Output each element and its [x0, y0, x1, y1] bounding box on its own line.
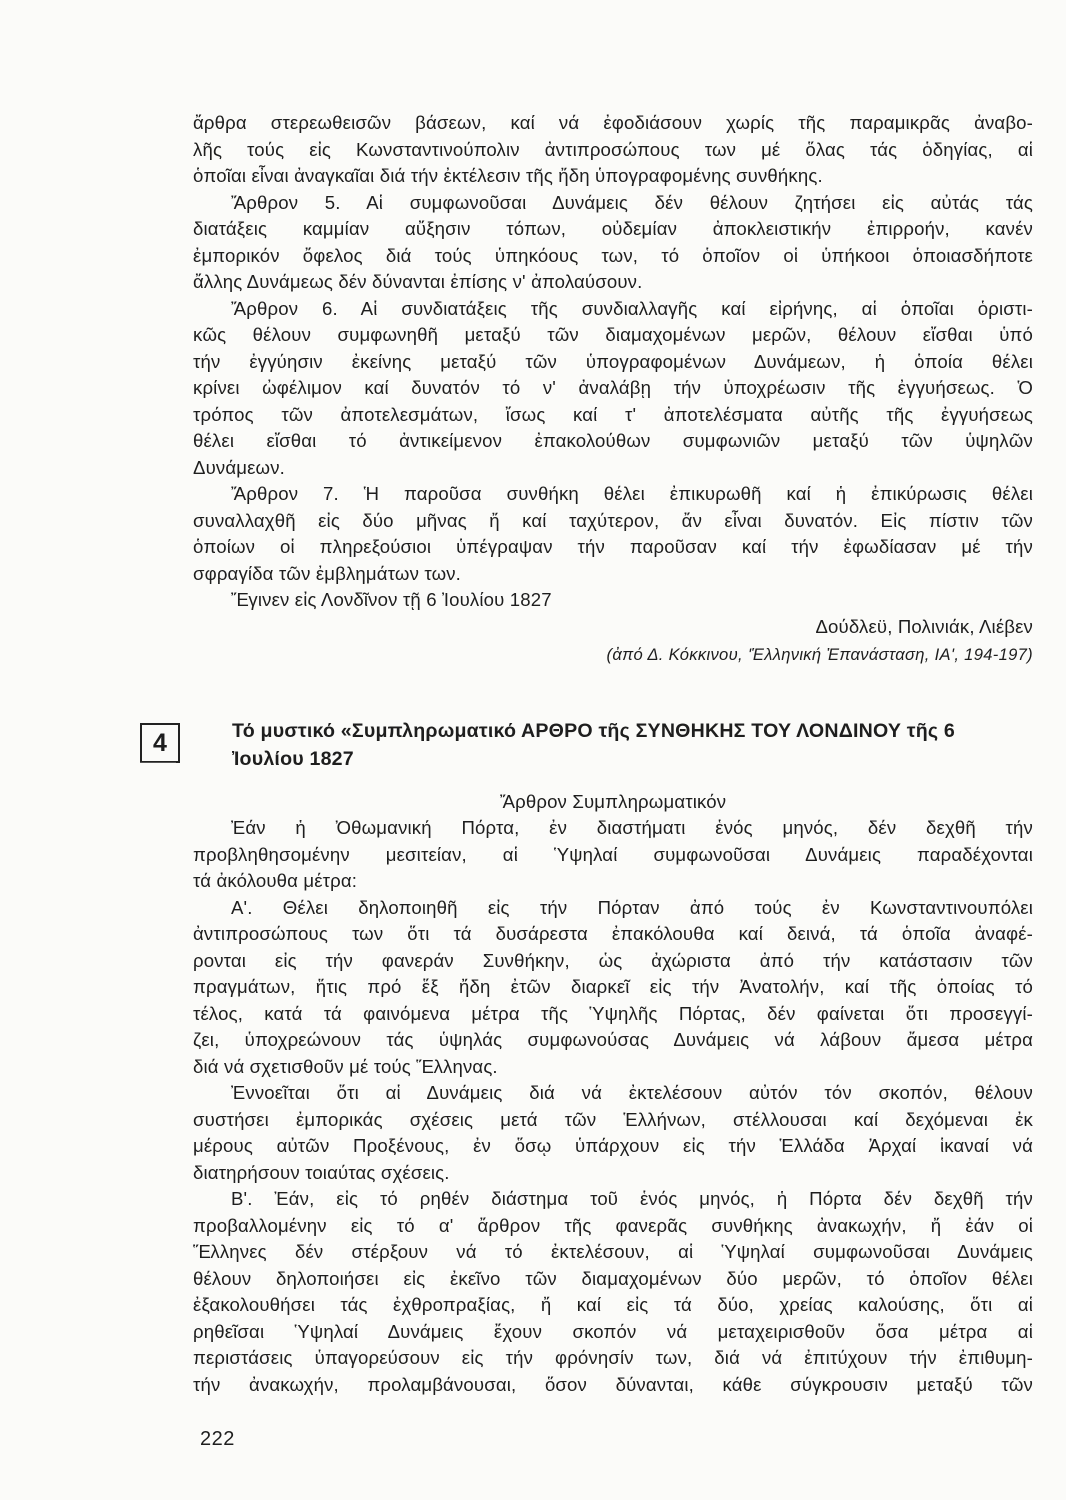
text-line: περιστάσεις ὑπαγορεύσουν εἰς τήν φρόνησίν των, διά νά ἐπιτύχουν τήν ἐπιθυμη-	[193, 1347, 1033, 1368]
section-number-underline	[140, 762, 176, 766]
text-line: σφραγίδα τῶν ἐμβλημάτων των.	[193, 562, 461, 584]
text-line: λῆς τούς εἰς Κωνσταντινούπολιν ἀντιπροσώπους των μέ ὅλας τάς ὁδηγίας, αἱ	[193, 138, 1033, 160]
text-line: τά ἀκόλουθα μέτρα:	[193, 870, 358, 891]
text-line: ζει, ὑποχρεώνουν τάς ὑψηλάς συμφωνούσας Δυνάμεις νά λάβουν ἄμεσα μέτρα	[193, 1029, 1033, 1050]
text-line: ρηθεῖσαι Ὑψηλαί Δυνάμεις ἔχουν σκοπόν νά μεταχειρισθοῦν ὅσα μέτρα αἱ	[193, 1320, 1033, 1342]
section-title-line: Τό μυστικό «Συμπληρωματικό ΑΡΘΡΟ τῆς ΣΥΝΘΗΚΗΣ ΤΟΥ ΛΟΝΔΙΝΟΥ τῆς 6	[232, 720, 956, 742]
article-6-start: Ἄρθρον 6. Αἱ συνδιατάξεις τῆς συνδιαλλαγῆς καί εἰρήνης, αἱ ὁποῖαι ὁριστι-	[231, 297, 1033, 319]
text-line: ἄλλης Δυνάμεως δέν δύνανται ἐπίσης ν' ἀπολαύσουν.	[193, 271, 643, 292]
text-line: ρονται εἰς τήν φανεράν Συνθήκην, ὡς ἀχώριστα ἀπό τήν κατάστασιν τῶν	[193, 949, 1033, 971]
text-line: προβληθησομένην μεσιτείαν, αἱ Ὑψηλαί συμφωνοῦσαι Δυνάμεις παραδέχονται	[193, 843, 1033, 865]
text-line: ὁποῖαι εἶναι ἀναγκαῖαι διά τήν ἐκτέλεσιν τῆς ἤδη ὑπογραφομένης συνθήκης.	[193, 165, 823, 186]
text-line: ἀντιπροσώπους των ὅτι τά δυσάρεστα ἐπακόλουθα καί δεινά, τά ὁποῖα ἀναφέ-	[193, 923, 1033, 944]
text-line: τέλος, κατά τά φαινόμενα μέτρα τῆς Ὑψηλῆς Πόρτας, δέν φαίνεται ὅτι προσεγγί-	[193, 1002, 1033, 1024]
text-line: ἐμπορικόν ὄφελος διά τούς ὑπηκόους των, τό ὁποῖον οἱ ὑπήκοοι ὁποιασδήποτε	[193, 244, 1033, 266]
text-line: τρόπος τῶν ἀποτελεσμάτων, ἴσως καί τ' ἀποτελέσματα αὐτῆς τῆς ἐγγυήσεως	[193, 403, 1033, 425]
text-line: κρίνει ὠφέλιμον καί δυνατόν τό ν' ἀναλάβῃ τήν ὑποχρέωσιν τῆς ἐγγυήσεως. Ὁ	[193, 377, 1033, 398]
clause-a-start: Α'. Θέλει δηλοποιηθῆ εἰς τήν Πόρταν ἀπό τούς ἐν Κωνσταντινουπόλει	[231, 896, 1033, 918]
article-7-start: Ἄρθρον 7. Ἡ παροῦσα συνθήκη θέλει ἐπικυρωθῆ καί ἡ ἐπικύρωσις θέλει	[231, 483, 1033, 504]
text-line: τήν ἐγγύησιν ἐκείνης μεταξύ τῶν ὑπογραφομένων Δυνάμεων, ἡ ὁποία θέλει	[193, 350, 1033, 372]
article-heading: Ἄρθρον Συμπληρωματικόν	[499, 791, 727, 812]
text-line: ἄρθρα στερεωθεισῶν βάσεων, καί νά ἐφοδιάσουν χωρίς τῆς παραμικρᾶς ἀναβο-	[193, 112, 1033, 133]
text-line: Ἐννοεῖται ὅτι αἱ Δυνάμεις διά νά ἐκτελέσουν αὐτόν τόν σκοπόν, θέλουν	[231, 1082, 1033, 1103]
text-line: συστήσει ἐμπορικάς σχέσεις μετά τῶν Ἑλλήνων, στέλλουσαι καί δεχόμεναι ἐκ	[193, 1108, 1033, 1130]
supplementary-article-text	[193, 815, 1033, 1398]
text-line: ὁποίων οἱ πληρεξούσιοι ὑπέγραψαν τήν παροῦσαν καί τήν ἐφωδίασαν μέ τήν	[193, 536, 1033, 557]
text-line: κῶς θέλουν συμφωνηθῆ μεταξύ τῶν διαμαχομένων μερῶν, θέλουν εἴσθαι ὑπό	[193, 324, 1033, 345]
page-number: 222	[200, 1428, 235, 1450]
text-line: συναλλαχθῆ εἰς δύο μῆνας ἤ καί ταχύτερον, ἄν εἶναι δυνατόν. Εἰς πίστιν τῶν	[193, 509, 1033, 531]
text-line: τήν ἀνακωχήν, προλαμβάνουσαι, ὅσον δύνανται, κάθε σύγκρουσιν μεταξύ τῶν	[193, 1373, 1033, 1395]
text-line: ἐξακολουθήσει τάς ἐχθροπραξίας, ἤ καί εἰς τά δύο, χρείας καλούσης, ὅτι αἱ	[193, 1294, 1033, 1315]
text-line: πραγμάτων, ἥτις πρό ἕξ ἤδη ἐτῶν διαρκεῖ εἰς τήν Ἀνατολήν, καί τῆς ὁποίας τό	[193, 976, 1033, 997]
text-line: θέλει εἴσθαι τό ἀντικείμενον ἐπακολούθων συμφωνιῶν μεταξύ τῶν ὑψηλῶν	[193, 430, 1033, 451]
text-line: Ἕλληνες δέν στέρξουν νά τό ἐκτελέσουν, αἱ Ὑψηλαί συμφωνοῦσαι Δυνάμεις	[193, 1241, 1033, 1262]
text-line: μέρους αὐτῶν Προξένους, ἐν ὅσῳ ὑπάρχουν εἰς τήν Ἑλλάδα Ἀρχαί ἱκαναί νά	[193, 1135, 1033, 1156]
text-line: διατάξεις καμμίαν αὔξησιν τόπων, οὐδεμίαν ἀποκλειστικήν ἐπιρροήν, κανέν	[193, 218, 1033, 239]
clause-b-start: Β'. Ἐάν, εἰς τό ρηθέν διάστημα τοῦ ἑνός μηνός, ἡ Πόρτα δέν δεχθῆ τήν	[231, 1188, 1033, 1209]
article-5-start: Ἄρθρον 5. Αἱ συμφωνοῦσαι Δυνάμεις δέν θέλουν ζητήσει εἰς αὐτάς τάς	[231, 191, 1033, 213]
text-line: θέλουν δηλοποιήσει εἰς ἐκεῖνο τῶν διαμαχομένων δύο μερῶν, τό ὁποῖον θέλει	[193, 1267, 1033, 1289]
text-line: Ἐάν ἡ Ὀθωμανική Πόρτα, ἐν διαστήματι ἑνός μηνός, δέν δεχθῆ τήν	[231, 817, 1033, 838]
section-title-line: Ἰουλίου 1827	[232, 748, 354, 770]
text-line: προβαλλομένην εἰς τό α' ἄρθρον τῆς φανερᾶς συνθήκης ἀνακωχήν, ἤ ἐάν οἱ	[193, 1214, 1033, 1236]
source-citation: (ἀπό Δ. Κόκκινου, 'Ἑλληνική Ἐπανάσταση, ΙΑ', 194-197)	[606, 645, 1033, 664]
section-title	[232, 717, 1032, 773]
signatories: Δούδλεϋ, Πολινιάκ, Λιέβεν	[815, 615, 1033, 637]
text-line: διά νά σχετισθοῦν μέ τούς Ἕλληνας.	[193, 1055, 498, 1077]
text-line: Δυνάμεων.	[193, 456, 285, 478]
place-date-line: Ἔγινεν εἰς Λονδῖνον τῇ 6 Ἰουλίου 1827	[231, 589, 552, 610]
section-number-box: 4	[140, 723, 180, 763]
text-line: διατηρήσουν τοιαύτας σχέσεις.	[193, 1161, 450, 1183]
treaty-text-continuation	[193, 110, 1033, 640]
